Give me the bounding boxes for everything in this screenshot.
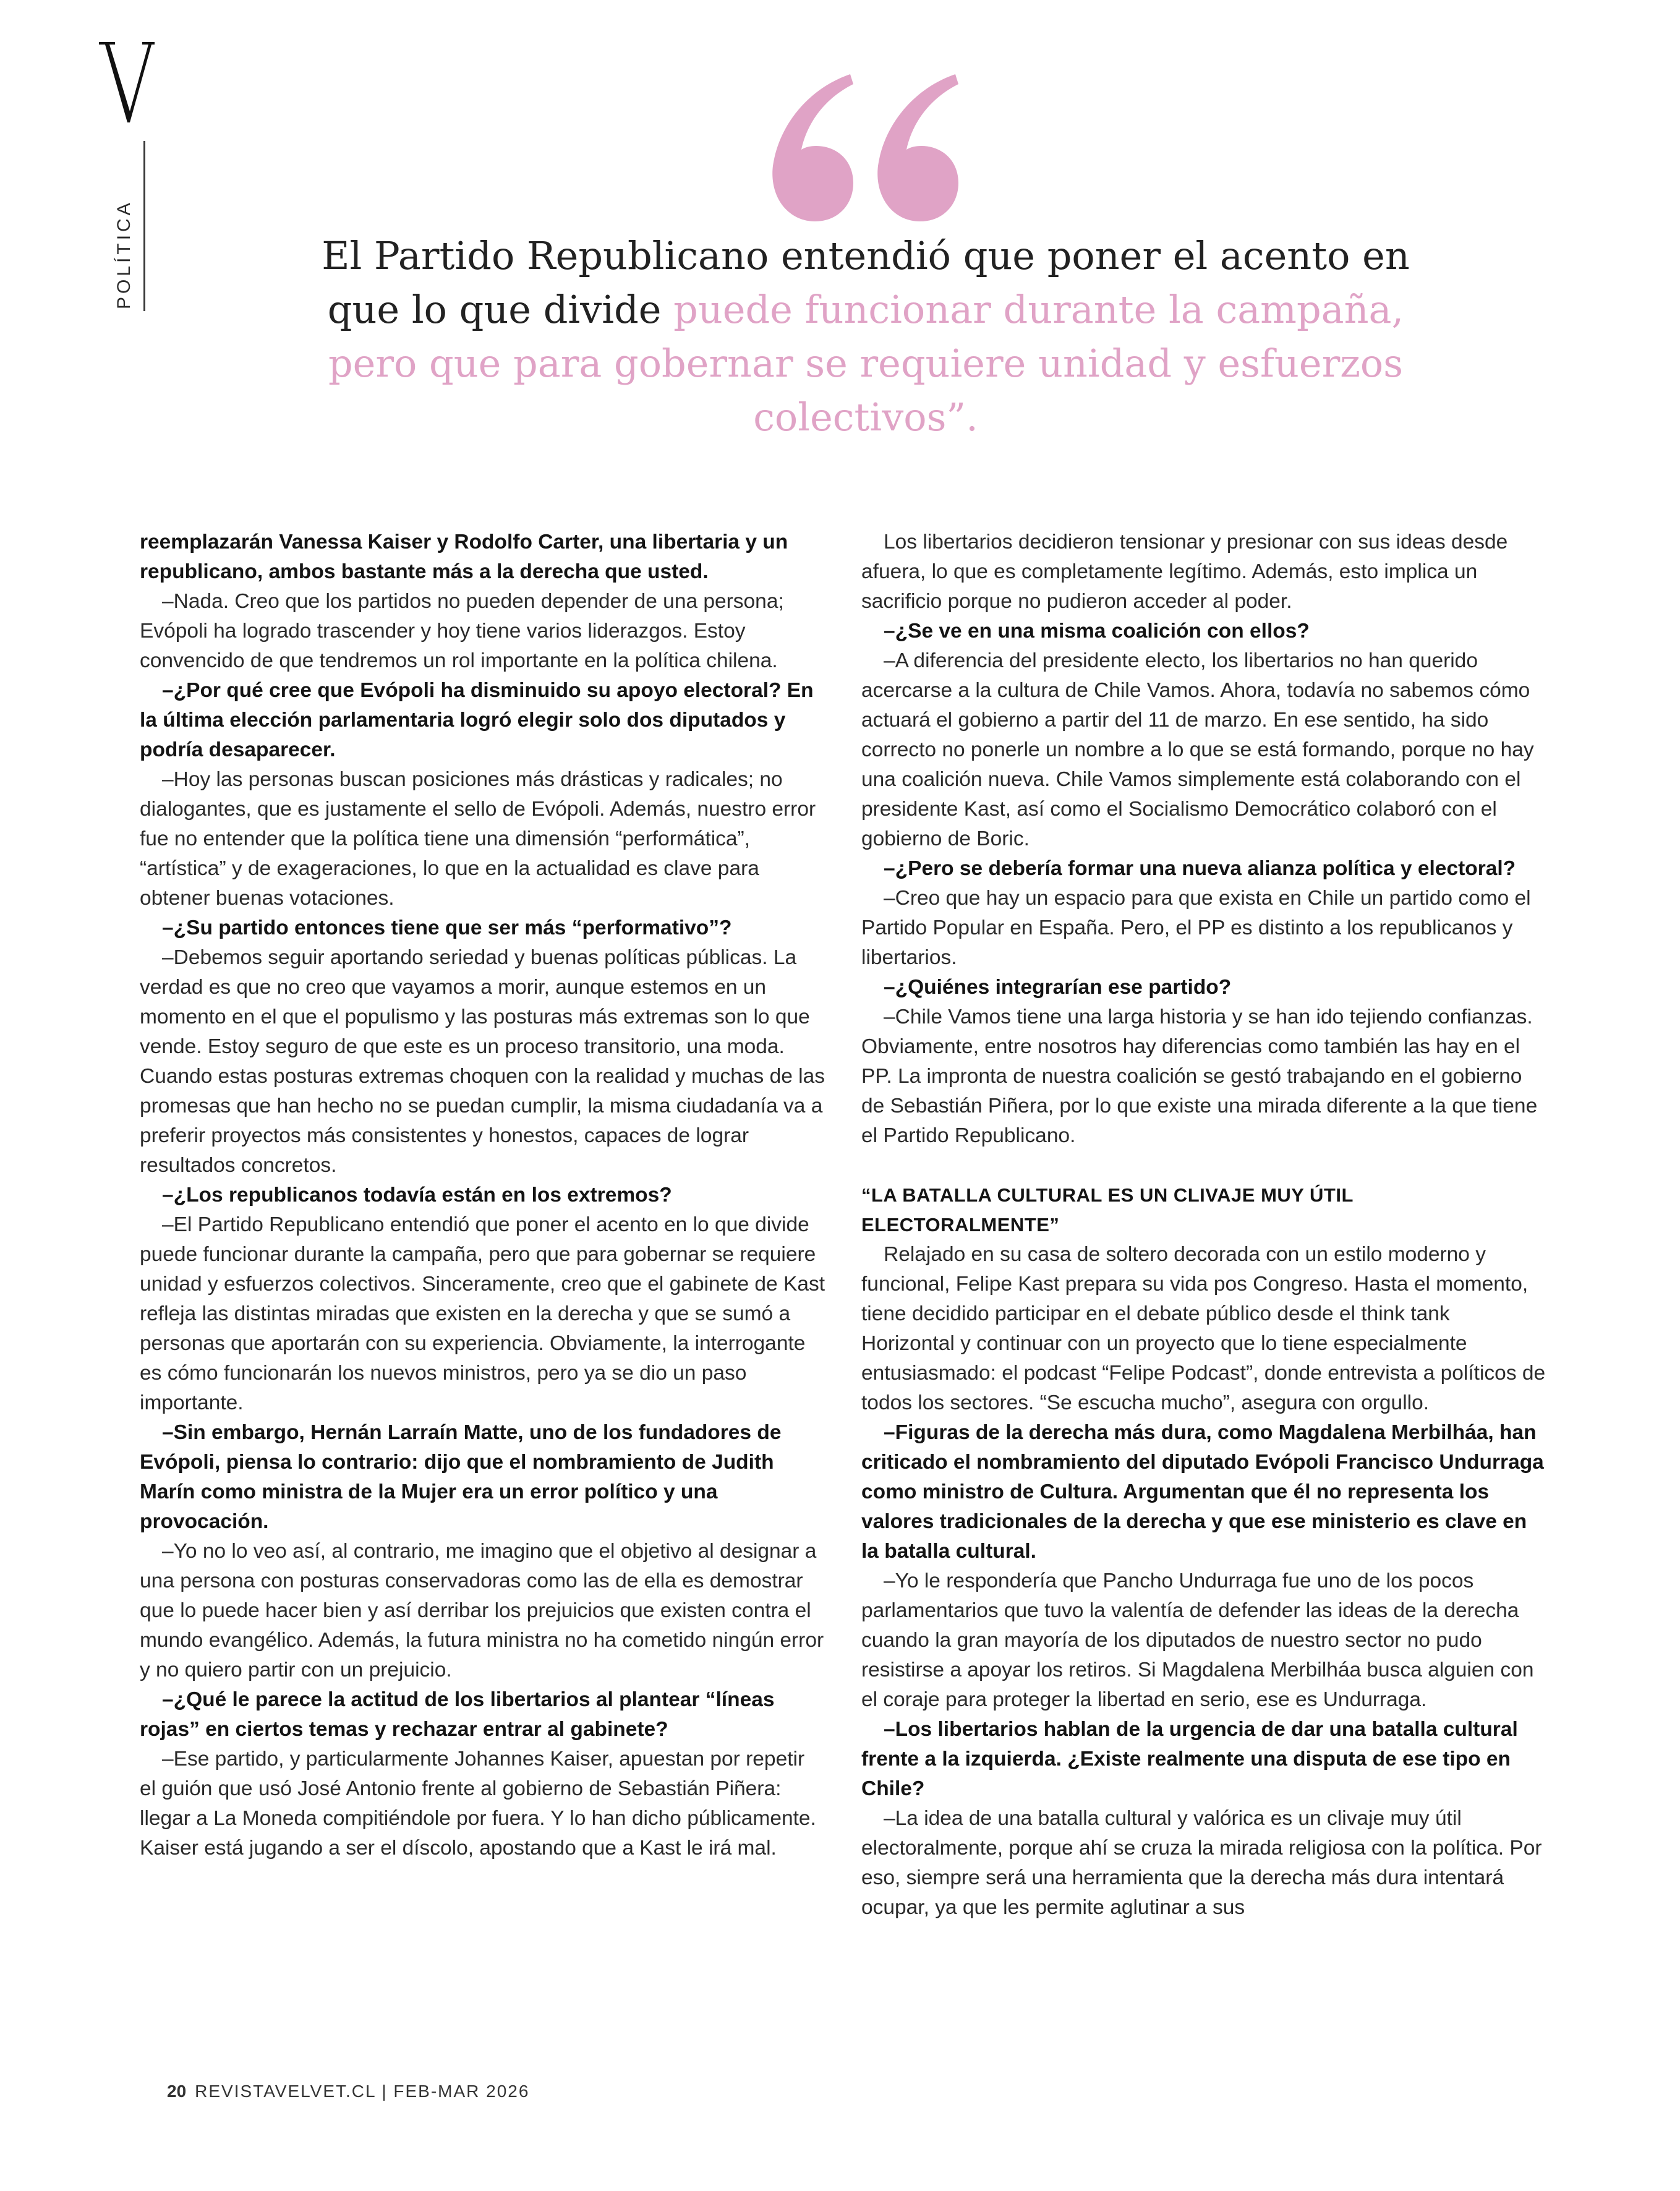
interview-answer: –Ese partido, y particularmente Johannes Kaiser, apuestan por repetir el guión que usó José Antonio frente al gobierno de Sebastián Piñera: llegar a La Moneda compitiéndole por fuera. Y lo han dicho públicamente. Kaiser está jugando a ser el díscolo, apostando que a Kast le irá mal. [140, 1748, 816, 1860]
interview-answer: –Creo que hay un espacio para que exista en Chile un partido como el Partido Popular en España. Pero, el PP es distinto a los republicanos y libertarios. [861, 887, 1531, 969]
interview-question: reemplazarán Vanessa Kaiser y Rodolfo Carter, una libertaria y un republicano, ambos bastante más a la derecha que usted. [140, 531, 788, 583]
interview-question: –¿Por qué cree que Evópoli ha disminuido su apoyo electoral? En la última elección parlamentaria logró elegir solo dos diputados y podría desaparecer. [140, 679, 814, 761]
pull-quote-part1: El Partido Republicano entendió que poner el acento en que lo que divide [322, 233, 1410, 332]
interview-question: –Sin embargo, Hernán Larraín Matte, uno de los fundadores de Evópoli, piensa lo contrario: dijo que el nombramiento de Judith Marín como ministra de la Mujer era un error político y una provocación. [140, 1421, 782, 1533]
interview-answer: Relajado en su casa de soltero decorada con un estilo moderno y funcional, Felipe Kast prepara su vida pos Congreso. Hasta el momento, tiene decidido participar en el debate público desde el think tank Horizontal y continuar con un proyecto que lo tiene especialmente entusiasmado: el podcast “Felipe Podcast”, donde entrevista a políticos de todos los sectores. “Se escucha mucho”, asegura con orgullo. [861, 1243, 1546, 1414]
interview-answer: Los libertarios decidieron tensionar y presionar con sus ideas desde afuera, lo que es completamente legítimo. Además, esto implica un sacrificio porque no pudieron acceder al poder. [861, 531, 1508, 613]
brand-logo [99, 38, 155, 125]
interview-answer: –Yo le respondería que Pancho Undurraga fue uno de los pocos parlamentarios que tuvo la valentía de defender las ideas de la derecha cuando la gran mayoría de los diputados de nuestro sector no pudo resistirse a apoyar los retiros. Si Magdalena Merbilháa busca alguien con el coraje para proteger la libertad en serio, ese es Undurraga. [861, 1570, 1534, 1711]
section-label-text: POLÍTICA [114, 200, 134, 309]
interview-question: –¿Qué le parece la actitud de los libertarios al plantear “líneas rojas” en ciertos temas y rechazar entrar al gabinete? [140, 1688, 775, 1741]
article-column-left [140, 527, 826, 1863]
interview-answer: –El Partido Republicano entendió que poner el acento en lo que divide puede funcionar durante la campaña, pero que para gobernar se requiere unidad y esfuerzos colectivos. Sinceramente, creo que el gabinete de Kast refleja las distintas miradas que existen en la derecha y que se sumó a personas que aportarán con su experiencia. Obviamente, la interrogante es cómo funcionarán los nuevos ministros, pero ya se dio un paso importante. [140, 1213, 825, 1414]
interview-question: –¿Los republicanos todavía están en los extremos? [162, 1184, 672, 1207]
pull-quote-part2-highlight: puede funcionar durante la campaña, pero que para gobernar se requiere unidad y esfuerzos colectivos”. [328, 287, 1404, 440]
interview-answer: –Hoy las personas buscan posiciones más drásticas y radicales; no dialogantes, que es justamente el sello de Evópoli. Además, nuestro error fue no entender que la política tiene una dimensión “performática”, “artística” y de exageraciones, lo que en la actualidad es clave para obtener buenas votaciones. [140, 768, 816, 910]
interview-answer: –La idea de una batalla cultural y valórica es un clivaje muy útil electoralmente, porque ahí se cruza la mirada religiosa con la política. Por eso, siempre será una herramienta que la derecha más dura intentará ocupar, ya que les permite aglutinar a sus [861, 1807, 1542, 1919]
interview-answer: –Yo no lo veo así, al contrario, me imagino que el objetivo al designar a una persona con posturas conservadoras como las de ella es demostrar que lo puede hacer bien y así derribar los prejuicios que existen contra el mundo evangélico. Además, la futura ministra no ha cometido ningún error y no quiero partir con un prejuicio. [140, 1540, 824, 1681]
article-column-right [861, 527, 1548, 1923]
interview-answer: –Debemos seguir aportando seriedad y buenas políticas públicas. La verdad es que no creo que vayamos a morir, aunque estemos en un momento en el que el populismo y las posturas más extremas son lo que vende. Estoy seguro de que este es un proceso transitorio, una moda. Cuando estas posturas extremas choquen con la realidad y muchas de las promesas que han hecho no se puedan cumplir, la misma ciudadanía va a preferir proyectos más consistentes y honestos, capaces de lograr resultados concretos. [140, 946, 825, 1177]
interview-question: –¿Su partido entonces tiene que ser más “performativo”? [162, 916, 732, 939]
interview-question: –Los libertarios hablan de la urgencia de dar una batalla cultural frente a la izquierda. ¿Existe realmente una disputa de ese tipo en Chile? [861, 1718, 1518, 1800]
section-divider [143, 141, 145, 311]
interview-question: –¿Quiénes integrarían ese partido? [884, 976, 1232, 999]
quote-mark-icon [767, 67, 965, 228]
page-number: 20 [167, 2082, 187, 2101]
pull-quote [309, 229, 1422, 444]
section-heading: “LA BATALLA CULTURAL ES UN CLIVAJE MUY ÚTIL ELECTORALMENTE” [861, 1184, 1354, 1236]
interview-question: –¿Pero se debería formar una nueva alianza política y electoral? [884, 857, 1516, 880]
interview-answer: –A diferencia del presidente electo, los libertarios no han querido acercarse a la cultura de Chile Vamos. Ahora, todavía no sabemos cómo actuará el gobierno a partir del 11 de marzo. En ese sentido, ha sido correcto no ponerle un nombre a lo que se está formando, porque no hay una coalición nueva. Chile Vamos simplemente está colaborando con el presidente Kast, así como el Socialismo Democrático colaboró con el gobierno de Boric. [861, 649, 1534, 850]
interview-question: –Figuras de la derecha más dura, como Magdalena Merbilháa, han criticado el nombramiento del diputado Evópoli Francisco Undurraga como ministro de Cultura. Argumentan que él no representa los valores tradicionales de la derecha y que ese ministerio es clave en la batalla cultural. [861, 1421, 1544, 1563]
page-footer [167, 2082, 529, 2101]
interview-question: –¿Se ve en una misma coalición con ellos? [884, 620, 1310, 643]
footer-text: REVISTAVELVET.CL | FEB-MAR 2026 [195, 2082, 530, 2101]
interview-answer: –Chile Vamos tiene una larga historia y se han ido tejiendo confianzas. Obviamente, entre nosotros hay diferencias como también las hay en el PP. La impronta de nuestra coalición se gestó trabajando en el gobierno de Sebastián Piñera, por lo que existe una mirada diferente a la que tiene el Partido Republicano. [861, 1006, 1538, 1147]
interview-answer: –Nada. Creo que los partidos no pueden depender de una persona; Evópoli ha logrado trascender y hoy tiene varios liderazgos. Estoy convencido de que tendremos un rol importante en la política chilena. [140, 590, 784, 672]
